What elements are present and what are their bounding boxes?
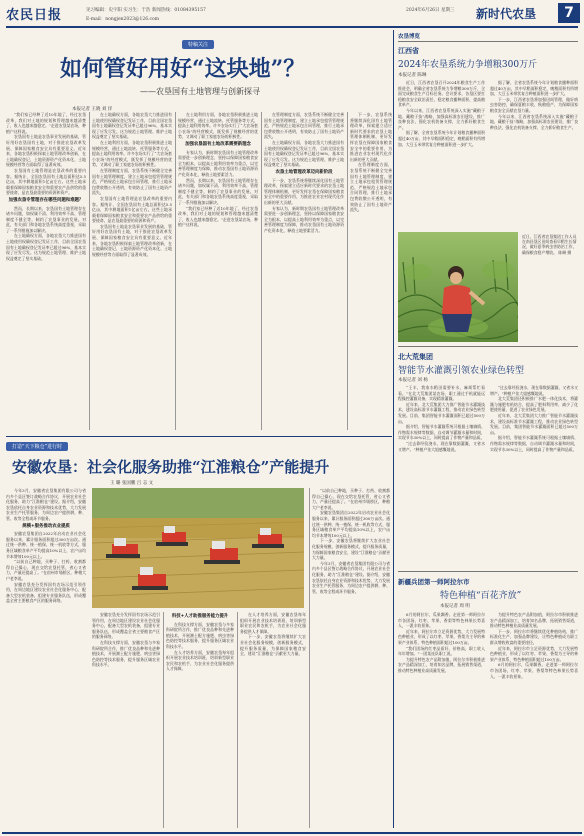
paragraph: 下一步，农垦系统将继续深化国有土地管理改革，探索建立适应新时代要求的农垦土地管理体制机制，更好发挥农垦在保障国家粮食安全中的重要作用，为推进农业农村现代化作出新的更大贡献。 — [264, 177, 344, 205]
paragraph: 然而，长期以来，农垦国有土地管理存在诸多问题，如权属不清、利用效率不高、管理制度不健全等，制约了农垦事业的发展。对此，有关部门和各地农垦系统高度重视，采取了一系列措施加以解决。 — [178, 177, 258, 205]
top-story-col-5 — [350, 112, 392, 432]
right-mid-col-1 — [398, 385, 485, 567]
paragraph: 为提升特色农产品附加值，阿拉尔市积极推进农产品精深加工，培育知名品牌，拓展销售渠道，推动特色种植业高质量发展。 — [398, 656, 485, 673]
paragraph: 专家认为，新时期农垦国有土地管理改革需要进一步创新理念，坚持以保障国家粮食安全为根本，以提高土地利用效率为重点，以完善管理制度为保障，推动农垦国有土地资源资产化资本化，释放土地要素活力。 — [264, 205, 344, 233]
bottom-story-col-3 — [166, 612, 234, 828]
column-divider — [175, 112, 176, 430]
farmer-photo — [398, 232, 518, 342]
paragraph: “王丰，我家水稻田需要补水，麻烦帮忙看看。”在北大荒集团某农场，职工通过手机就能远程操控灌溉设备，实现精准灌溉。 — [398, 385, 485, 402]
paragraph: 安徽农垦充分发挥国有农场示范引领作用，在周边地区建设农业社会化服务中心，配备大型农机装备，组建专业服务队伍，形成覆盖全省主要粮食产区的服务网络。 — [6, 581, 86, 604]
paragraph: 安徽农垦充分发挥国有农场示范引领作用，在周边地区建设农业社会化服务中心，配备大型农机装备，组建专业服务队伍，形成覆盖全省主要粮食产区的服务网络。 — [92, 612, 160, 640]
right-top-headline: 2024年农垦系统力争增粮300万斤 — [398, 60, 538, 70]
top-story-col-4 — [264, 112, 344, 432]
column-divider — [261, 112, 262, 430]
paragraph: 在管理制度方面，农垦系统不断健全完善国有土地管理制度，建立土地承包租赁管理规范，严格规范土地承包合同管理，推行土地承包费收缴公开透明，有效防止了国有土地资产流失。 — [264, 112, 344, 140]
paragraph: 在科技支撑方面，安徽农垦与多家科研院所合作，推广优良品种和先进种植技术，开展测土配方施肥、病虫害绿色防控等技术服务，提升服务区域农业科技水平。 — [92, 639, 160, 668]
paragraph: 下一步，农垦系统将继续深化国有土地管理改革，探索建立适应新时代要求的农垦土地管理体制机制，更好发挥农垦在保障国家粮食安全中的重要作用，为推进农业农村现代化作出新的更大贡献。 — [350, 112, 392, 162]
paragraph: 据介绍，智能节水灌溉系统可根据土壤墒情、作物需水规律等数据，自动调节灌溉水量和时间，实现节水30%以上，同时提高了作物产量和品质。 — [490, 435, 578, 452]
right-bottom-byline: 本报记者 周 明 — [440, 604, 470, 609]
top-story-col-1 — [6, 112, 86, 432]
paragraph: 农垦国有土地是农垦事业发展的基础，管好用好农垦国有土地，对于推进农垦改革发展、保障国家粮食安全具有重要意义。近年来，各地农垦积极探索土地管理改革创新，在土地确权登记、土地资源资产化资本化、土地规模经营等方面取得了显著成效。 — [92, 223, 172, 257]
paragraph: 下一步，江西省农垦将加强田间管理，做好病虫害防控，确保夏粮丰收、秋粮稳产，为保障国家粮食安全贡献农垦力量。 — [490, 96, 578, 113]
edition-title: 新时代农垦 — [476, 7, 537, 21]
column-divider — [237, 612, 238, 828]
right-top-col-2 — [490, 80, 578, 230]
right-rule — [398, 346, 578, 347]
paragraph: 下一步，安徽农垦将继续扩大农业社会化服务规模，创新服务模式，提升服务质量，为保障国家粮食安全、建设“江淮粮仓”贡献更大力量。 — [240, 634, 306, 657]
right-section-title: 农垦博览 — [398, 34, 421, 40]
right-rule — [398, 571, 578, 572]
paragraph: “我们团场的红枣品质好、价格高，职工收入年年增加。”一团某连队职工说。 — [398, 645, 485, 657]
paragraph: “我们家已经种了近10年地了，经过农垦改革，我们对土地的规划和管理越来越清楚了，收入也越来越稳定。”走进农垦某农场，种植户这样说。 — [6, 112, 86, 134]
masthead-rule — [6, 26, 578, 28]
top-story-tag: 特稿关注 — [182, 40, 214, 49]
paragraph: 下一步，安徽农垦将继续扩大农业社会化服务规模，创新服务模式，提升服务质量，为保障国家粮食安全、建设“江淮粮仓”贡献更大力量。 — [312, 538, 390, 561]
bottom-story-col-1 — [6, 488, 86, 828]
paragraph: 安徽农垦集团自2022年启动农业社会化服务以来，累计服务面积超过300万亩次。通过统一供种、统一植保、统一机收等方式，服务区域粮食单产平均提高10%以上，农户亩均节本增效100元以上。 — [312, 510, 390, 538]
paragraph: 据了解，全省农垦系统今年计划粮食播种面积超过40万亩，其中早稻面积稳定，晚稻面积有所增加，大豆玉米带状复合种植面积进一步扩大。 — [490, 80, 578, 97]
section-head: 科技+人才助推服务能力提升 — [171, 614, 229, 619]
paragraph: 在土地确权方面，各地农垦大力推进国有土地使用权确权登记发证工作，目前全国农垦国有土地确权登记发证率已超过96%，基本实现了应发尽发。这为规范土地管理、维护土地权益奠定了坚实基础。 — [264, 139, 344, 168]
paragraph: 近年来，北大荒集团大力推广智能节水灌溉技术，建设高标准节水灌溉工程，推动农业绿色转型发展。目前，集团智能节水灌溉面积已超过500万亩。 — [490, 412, 578, 435]
masthead — [6, 4, 578, 26]
right-bottom-headline: 特色种植“百花齐放” — [440, 591, 522, 601]
bottom-story-headline: 安徽农垦：社会化服务助推“江淮粮仓”产能提升 — [12, 458, 330, 476]
issue-date: 2024年6月26日 星期三 — [406, 8, 455, 13]
masthead-meta: 见习编辑：史宇阳 实习生：于浩 新闻热线：01084395157 — [86, 8, 206, 13]
paragraph: 在人才培养方面，安徽农垦每年组织开展农业技术培训班，培训新型职业农民和农机手，为农业社会化服务提供人才保障。 — [240, 612, 306, 634]
right-bottom-col-1 — [398, 612, 485, 830]
paragraph: 今年3月，安徽省农垦集团有限公司与省内多个县区签订战略合作协议，开展农业社会化服务，助力“江淮粮仓”建设。据介绍，安徽农垦依托自身农业资源和技术优势，大力发展农业生产托管服务，为周边农户提供耕、种、管、收等全程或环节服务。 — [312, 560, 390, 594]
paragraph: 专家认为，新时期农垦国有土地管理改革需要进一步创新理念，坚持以保障国家粮食安全为根本，以提高土地利用效率为重点，以完善管理制度为保障，推动农垦国有土地资源资产化资本化，释放土地要素活力。 — [178, 149, 258, 177]
paragraph: “以前自己种地，买种子、打药、收割都得自己操心，现在交给农垦托管，省心又省力，产量还提高了。”在宿州市埇桥区，种粮大户老李说。 — [312, 488, 390, 510]
section-head: 加强农垦国有土地改革需要新理念 — [185, 141, 251, 147]
page-number: 7 — [558, 3, 580, 23]
paragraph: 据介绍，智能节水灌溉系统可根据土壤墒情、作物需水规律等数据，自动调节灌溉水量和时间，实现节水30%以上，同时提高了作物产量和品质。 — [398, 424, 485, 441]
caption-credit: 陈琳 摄 — [558, 249, 572, 255]
paragraph: 在科技支撑方面，安徽农垦与多家科研院所合作，推广优良品种和先进种植技术，开展测土配方施肥、病虫害绿色防控等技术服务，提升服务区域农业科技水平。 — [166, 621, 234, 649]
paragraph: 6月的阿拉尔，瓜果飘香。走进第一师阿拉尔市各团场，红枣、苹果、香梨等特色林果长势喜人，一派丰收景象。 — [490, 662, 578, 679]
paragraph: 农垦国有土地是农垦事业发展的基础，管好用好农垦国有土地，对于推进农垦改革发展、保障国家粮食安全具有重要意义。近年来，各地农垦积极探索土地管理改革创新，在土地确权登记、土地资源资产化资本化、土地规模经营等方面取得了显著成效。 — [6, 134, 86, 168]
top-story-byline: 本报记者 王晓 刘 洋 — [72, 107, 113, 112]
paragraph: 下一步，阿拉尔市将继续优化种植结构，推广标准化生产，加强品牌建设，让特色种植成为职工群众增收致富的重要途径。 — [490, 628, 578, 645]
harvester-photo — [92, 488, 304, 608]
paper-name: 农民日报 — [6, 8, 63, 23]
top-story-headline: 如何管好用好“这块地”？ — [60, 56, 306, 82]
right-top-byline: 本报记者 陈琳 — [398, 73, 427, 78]
paragraph: 农垦国有土地管理是农垦改革的重要内容。据统计，全国农垦国有土地总面积达5.5亿亩，其中耕地面积1亿亩左右。这些土地承载着保障国家粮食安全和重要农产品供给的重要使命，是农垦最重要的资源和资产。 — [6, 167, 86, 196]
top-story-subheadline: ——农垦国有土地管理与创新探寻 — [140, 87, 260, 96]
paragraph: 近年来，北大荒集团大力推广智能节水灌溉技术，建设高标准节水灌溉工程，推动农业绿色转型发展。目前，集团智能节水灌溉面积已超过500万亩。 — [398, 401, 485, 424]
right-mid-col-2 — [490, 385, 578, 567]
paragraph: 在人才培养方面，安徽农垦每年组织开展农业技术培训班，培训新型职业农民和农机手，为农业社会化服务提供人才保障。 — [166, 649, 234, 672]
paragraph: 在土地利用方面，各地农垦积极推进土地规模经营，通过土地流转、托管服务等方式，提高土地利用效率。许多农场实行了“大农场套小农场”的经营模式，既发挥了规模经营的优势，又调动了职工家庭农场的积极性。 — [178, 112, 258, 140]
paragraph: 在管理制度方面，农垦系统不断健全完善国有土地管理制度，建立土地承包租赁管理规范，严格规范土地承包合同管理，推行土地承包费收缴公开透明，有效防止了国有土地资产流失。 — [92, 167, 172, 196]
paragraph: 近年来，阿拉尔市立足资源优势，大力发展特色种植业，形成了以红枣、苹果、香梨为主导的林果产业体系，特色种植面积超过100万亩。 — [398, 628, 485, 645]
paragraph: 近年来，阿拉尔市立足资源优势，大力发展特色种植业，形成了以红枣、苹果、香梨为主导的林果产业体系，特色种植面积超过100万亩。 — [490, 645, 578, 662]
bottom-story-byline: 王 璐 张国鹏 吕 志 文 — [110, 481, 154, 486]
paragraph: “过去靠经验浇水，现在靠数据灌溉，又省水又增产。”种植户张大姐感慨地说。 — [490, 385, 578, 396]
column-divider — [309, 488, 310, 828]
paragraph: 6月的阿拉尔，瓜果飘香。走进第一师阿拉尔市各团场，红枣、苹果、香梨等特色林果长势喜人，一派丰收景象。 — [398, 612, 485, 629]
section-head: 规模+服务推动农业提质 — [22, 523, 70, 529]
column-divider — [163, 612, 164, 828]
right-mid-byline: 本报记者 刘 杨 — [398, 378, 428, 383]
masthead-email: E-mail：nongjen2023@126.com — [86, 17, 160, 22]
right-top-col-1 — [398, 80, 485, 230]
right-rule — [398, 41, 578, 42]
paragraph: 在土地确权方面，各地农垦大力推进国有土地使用权确权登记发证工作，目前全国农垦国有土地确权登记发证率已超过96%，基本实现了应发尽发。这为规范土地管理、维护土地权益奠定了坚实基础。 — [92, 112, 172, 140]
bottom-story-col-4 — [240, 612, 306, 828]
bottom-story-col-5 — [312, 488, 390, 828]
paragraph: “以前自己种地，买种子、打药、收割都得自己操心，现在交给农垦托管，省心又省力，产量还提高了。”在宿州市埇桥区，种粮大户老李说。 — [6, 559, 86, 581]
harvester-photo-image — [92, 488, 304, 608]
farmer-photo-caption — [522, 234, 578, 342]
right-mid-region: 北大荒集团 — [398, 352, 433, 361]
paragraph: “过去靠经验浇水，现在靠数据灌溉，又省水又增产。”种植户张大姐感慨地说。 — [398, 440, 485, 452]
paragraph: “我们家已经种了近10年地了，经过农垦改革，我们对土地的规划和管理越来越清楚了，收入也越来越稳定。”走进农垦某农场，种植户这样说。 — [178, 205, 258, 228]
section-head: 加强农垦专管理存在哪些问题和难题？ — [8, 197, 84, 203]
top-story-col-3 — [178, 112, 258, 432]
paragraph: 今年以来，江西省农垦系统深入实施“藏粮于地、藏粮于技”战略，加强高标准农田建设，推广良种良法，强化农机装备支撑，全力抓好粮食生产。 — [398, 107, 485, 130]
page-bottom-rule — [2, 832, 582, 834]
bottom-story-col-2 — [92, 612, 160, 828]
right-mid-headline: 智能节水灌溉引领农业绿色转型 — [398, 366, 525, 376]
right-bottom-region: 新疆兵团第一师阿拉尔市 — [398, 578, 470, 586]
paragraph: 然而，长期以来，农垦国有土地管理存在诸多问题，如权属不清、利用效率不高、管理制度不健全等，制约了农垦事业的发展。对此，有关部门和各地农垦系统高度重视，采取了一系列措施加以解决。 — [6, 205, 86, 233]
paragraph: 在管理制度方面，农垦系统不断健全完善国有土地管理制度，建立土地承包租赁管理规范，严格规范土地承包合同管理，推行土地承包费收缴公开透明，有效防止了国有土地资产流失。 — [350, 162, 392, 213]
paragraph: 据了解，全省农垦系统今年计划粮食播种面积超过40万亩，其中早稻面积稳定，晚稻面积有所增加，大豆玉米带状复合种植面积进一步扩大。 — [398, 130, 485, 147]
paragraph: 今年以来，江西省农垦系统深入实施“藏粮于地、藏粮于技”战略，加强高标准农田建设，推广良种良法，强化农机装备支撑，全力抓好粮食生产。 — [490, 113, 578, 130]
caption-text: 近日，江西省农垦集团工作人员在南昌垦区田间查看早稻生长情况，做好夏季病虫害防治工作，确保粮食稳产增收。 — [522, 234, 577, 255]
paragraph: 近日，江西省农垦召开2024年粮食生产工作推进会，明确全省农垦系统力争增粮300万斤，全面完成粮食生产目标任务。会议要求，各垦区要扛稳粮食安全政治责任，稳定粮食播种面积，提高粮食单产。 — [398, 80, 485, 108]
top-story-col-2 — [92, 112, 172, 432]
right-top-region: 江西省 — [398, 46, 419, 55]
paragraph: 农垦国有土地管理是农垦改革的重要内容。据统计，全国农垦国有土地总面积达5.5亿亩，其中耕地面积1亿亩左右。这些土地承载着保障国家粮食安全和重要农产品供给的重要使命，是农垦最重要的资源和资产。 — [92, 195, 172, 224]
paragraph: 北大荒集团还积极推广水肥一体化技术，将灌溉与施肥有机结合，提高了肥料利用率，减少了化肥使用量，促进了农业绿色发展。 — [490, 396, 578, 413]
right-column-divider — [393, 30, 394, 828]
section-head: 农垦土地管理改革迈向新阶段 — [275, 169, 333, 175]
bottom-story-tag: 打造“天下粮仓”进行时 — [6, 442, 68, 451]
farmer-photo-image — [398, 232, 518, 342]
column-divider — [89, 112, 90, 430]
paragraph: 在土地利用方面，各地农垦积极推进土地规模经营，通过土地流转、托管服务等方式，提高土地利用效率。许多农场实行了“大农场套小农场”的经营模式，既发挥了规模经营的优势，又调动了职工家庭农场的积极性。 — [92, 139, 172, 168]
paragraph: 在土地确权方面，各地农垦大力推进国有土地使用权确权登记发证工作，目前全国农垦国有土地确权登记发证率已超过96%，基本实现了应发尽发。这为规范土地管理、维护土地权益奠定了坚实基础。 — [6, 233, 86, 261]
paragraph: 安徽农垦集团自2022年启动农业社会化服务以来，累计服务面积超过300万亩次。通过统一供种、统一植保、统一机收等方式，服务区域粮食单产平均提高10%以上，农户亩均节本增效100元以上。 — [6, 531, 86, 559]
right-bottom-col-2 — [490, 612, 578, 830]
story-divider — [6, 436, 392, 437]
paragraph: 今年3月，安徽省农垦集团有限公司与省内多个县区签订战略合作协议，开展农业社会化服务，助力“江淮粮仓”建设。据介绍，安徽农垦依托自身农业资源和技术优势，大力发展农业生产托管服务，为周边农户提供耕、种、管、收等全程或环节服务。 — [6, 488, 86, 521]
column-divider — [347, 112, 348, 430]
paragraph: 为提升特色农产品附加值，阿拉尔市积极推进农产品精深加工，培育知名品牌，拓展销售渠道，推动特色种植业高质量发展。 — [490, 612, 578, 629]
